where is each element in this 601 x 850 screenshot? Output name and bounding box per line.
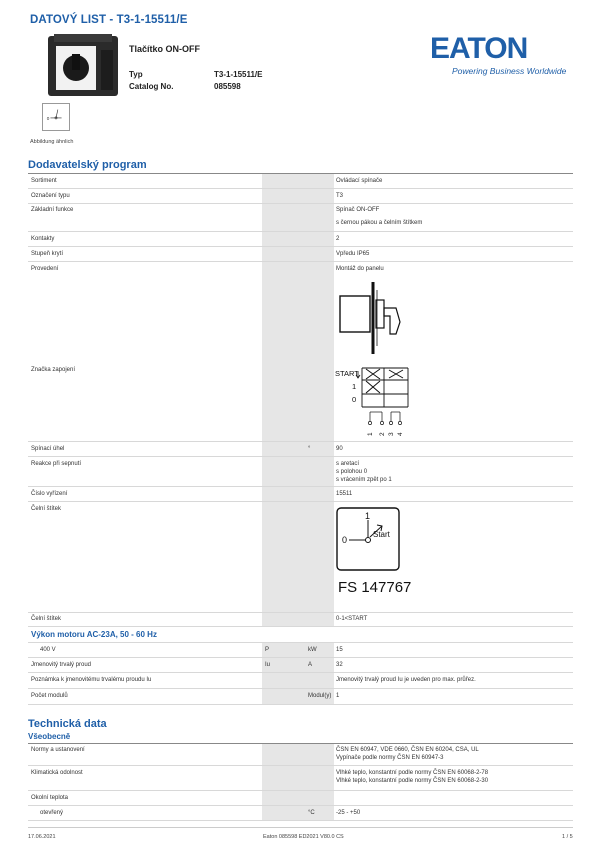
position-0-label: 0 bbox=[352, 395, 357, 404]
motor-section-title: Výkon motoru AC-23A, 50 - 60 Hz bbox=[31, 630, 157, 639]
table-row: Značka zapojení bbox=[28, 277, 573, 442]
footer-document-id: Eaton 085598 ED2021 V80.0 CS bbox=[263, 834, 344, 840]
table-row: Provedení Montáž do panelu bbox=[31, 266, 384, 272]
catalog-value: 085598 bbox=[214, 82, 241, 91]
table-row: Číslo vyřízení 15511 bbox=[28, 487, 573, 502]
table-row: Stupeň krytí Vpředu IP65 bbox=[28, 247, 573, 262]
contact-4-label: 4 bbox=[397, 432, 404, 436]
table-row: Okolní teplota bbox=[28, 791, 573, 806]
image-caption: Abbildung ähnlich bbox=[30, 139, 74, 145]
switch-symbol-thumbnail bbox=[42, 103, 70, 131]
face-plate-code: FS 147767 bbox=[338, 579, 412, 596]
eaton-logo bbox=[430, 32, 534, 62]
table-row: Označení typu T3 bbox=[28, 189, 573, 204]
table-row: s černou pákou a čelním štítkem bbox=[28, 218, 573, 232]
table-row: Počet modulů Modul(y) 1 bbox=[28, 689, 573, 705]
table-row: Sortiment Ovládací spínače bbox=[28, 174, 573, 189]
brand-tagline: Powering Business Worldwide bbox=[452, 66, 567, 76]
table-row: Spínací úhel ° 90 bbox=[28, 442, 573, 457]
table-row: Jmenovitý trvalý proud Iu A 32 bbox=[28, 658, 573, 673]
tech-subsection-title: Všeobecně bbox=[28, 732, 71, 741]
eaton-logo-text: EATON bbox=[430, 32, 528, 62]
position-1-label: 1 bbox=[352, 382, 357, 391]
tech-section-title: Technická data bbox=[28, 718, 107, 730]
product-name: Tlačítko ON-OFF bbox=[129, 44, 201, 54]
table-row: 400 V P kW 15 bbox=[28, 643, 573, 658]
start-position-label: START bbox=[335, 369, 359, 378]
supplier-section-title: Dodavatelský program bbox=[28, 159, 147, 171]
face-plate-start-label: Start bbox=[373, 530, 390, 539]
footer-page-number: 1 / 5 bbox=[562, 834, 573, 840]
table-row: Čelní štítek bbox=[28, 502, 573, 613]
catalog-label: Catalog No. bbox=[129, 82, 174, 91]
contact-2-label: 2 bbox=[379, 432, 386, 436]
document-title: DATOVÝ LIST - T3-1-15511/E bbox=[30, 14, 188, 26]
table-row: Základní funkce Spínač ON-OFF bbox=[31, 207, 380, 213]
type-label: Typ bbox=[129, 70, 143, 79]
face-plate-drawing bbox=[335, 506, 415, 598]
table-row: Poznámka k jmenovitému trvalému proudu Iu Jmenovitý trvalý proud Iu je uveden pro max. průřez. bbox=[28, 673, 573, 689]
table-row: otevřený °C -25 - +50 bbox=[28, 806, 573, 821]
svg-text:0: 0 bbox=[46, 115, 50, 121]
type-value: T3-1-15511/E bbox=[214, 70, 263, 79]
table-row: Kontakty 2 bbox=[28, 232, 573, 247]
face-plate-pos-0: 0 bbox=[342, 535, 348, 545]
face-plate-pos-1: 1 bbox=[365, 511, 371, 521]
contact-switching-diagram bbox=[334, 366, 414, 440]
product-image bbox=[46, 32, 120, 98]
contact-1-label: 1 bbox=[367, 432, 374, 436]
table-row: Klimatická odolnost Vlhké teplo, konstantní podle normy ČSN EN 60068-2-78 Vlhké teplo, konstantní podle normy ČSN EN 60068-2-30 bbox=[28, 766, 573, 791]
table-row: Normy a ustanovení ČSN EN 60947, VDE 0660, ČSN EN 60204, CSA, UL Vypínače podle normy ČSN EN 60947-3 bbox=[28, 744, 573, 766]
table-row: Reakce při sepnutí s aretací s polohou 0 s vrácením zpět po 1 bbox=[28, 457, 573, 487]
footer-divider bbox=[28, 827, 573, 828]
table-row: Čelní štítek 0-1<START bbox=[28, 613, 573, 627]
motor-subsection-header bbox=[28, 627, 573, 643]
contact-3-label: 3 bbox=[388, 432, 395, 436]
footer-date: 17.06.2021 bbox=[28, 834, 56, 840]
